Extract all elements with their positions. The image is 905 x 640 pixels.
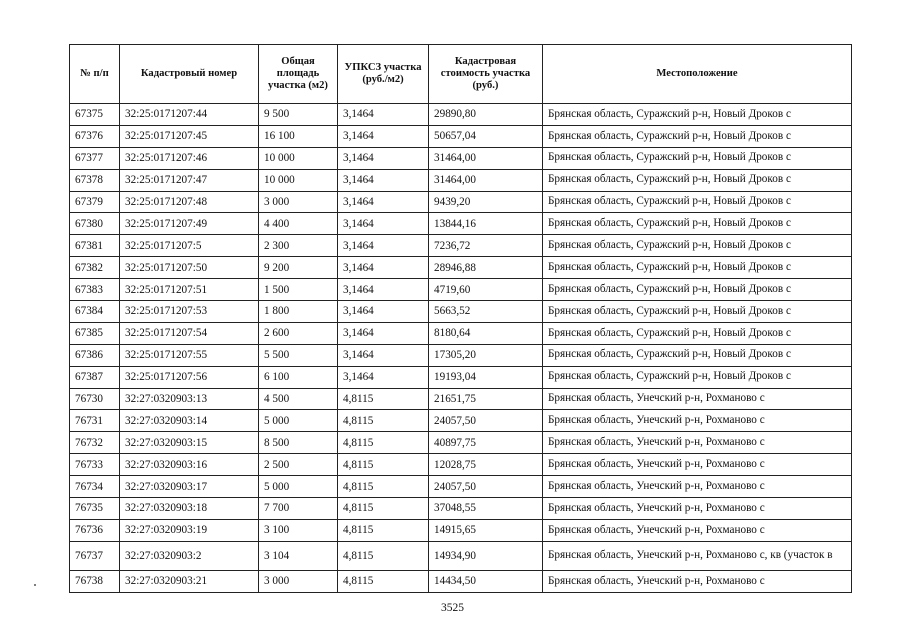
table-row: [70, 279, 852, 301]
table-row: [70, 476, 852, 498]
cell-cadastral-number: 32:25:0171207:51: [120, 279, 259, 301]
cell-area: 5 500: [259, 344, 338, 366]
cell-cadastral-value: 8180,64: [429, 322, 543, 344]
cell-cadastral-value: 14434,50: [429, 570, 543, 592]
cell-index: 67379: [70, 191, 120, 213]
cell-index: 67382: [70, 257, 120, 279]
cell-cadastral-value: 14915,65: [429, 519, 543, 541]
cell-cadastral-number: 32:27:0320903:2: [120, 541, 259, 570]
cell-upksz: 3,1464: [338, 147, 429, 169]
cell-index: 76731: [70, 410, 120, 432]
cell-location: Брянская область, Суражский р-н, Новый Дроков с: [543, 322, 852, 344]
header-upksz: УПКСЗ участка (руб./м2): [338, 45, 429, 104]
table-row: [70, 104, 852, 126]
cell-index: 67381: [70, 235, 120, 257]
cell-index: 67384: [70, 301, 120, 323]
cell-location: Брянская область, Унечский р-н, Рохманово с: [543, 498, 852, 520]
cell-upksz: 3,1464: [338, 169, 429, 191]
cell-index: 76735: [70, 498, 120, 520]
cell-location: Брянская область, Суражский р-н, Новый Дроков с: [543, 125, 852, 147]
cell-area: 3 000: [259, 191, 338, 213]
cell-cadastral-value: 7236,72: [429, 235, 543, 257]
table-row: [70, 454, 852, 476]
cell-area: 10 000: [259, 147, 338, 169]
table-row: [70, 410, 852, 432]
table-row: [70, 519, 852, 541]
cell-index: 76738: [70, 570, 120, 592]
cell-cadastral-value: 28946,88: [429, 257, 543, 279]
cell-upksz: 3,1464: [338, 191, 429, 213]
cell-location: Брянская область, Суражский р-н, Новый Дроков с: [543, 344, 852, 366]
cell-cadastral-number: 32:25:0171207:53: [120, 301, 259, 323]
cell-cadastral-number: 32:25:0171207:45: [120, 125, 259, 147]
cell-location: Брянская область, Суражский р-н, Новый Дроков с: [543, 104, 852, 126]
cell-cadastral-value: 17305,20: [429, 344, 543, 366]
cell-cadastral-value: 12028,75: [429, 454, 543, 476]
cell-location: Брянская область, Унечский р-н, Рохманово с: [543, 519, 852, 541]
table-row: [70, 366, 852, 388]
cell-index: 67378: [70, 169, 120, 191]
scan-speck: [34, 584, 36, 586]
cell-index: 67386: [70, 344, 120, 366]
cell-cadastral-number: 32:27:0320903:16: [120, 454, 259, 476]
table-row: [70, 125, 852, 147]
cell-index: 67385: [70, 322, 120, 344]
cell-upksz: 4,8115: [338, 498, 429, 520]
page-number: 3525: [441, 602, 464, 614]
cell-index: 76733: [70, 454, 120, 476]
cell-area: 2 500: [259, 454, 338, 476]
header-cadastral-number: Кадастровый номер: [120, 45, 259, 104]
cell-area: 1 800: [259, 301, 338, 323]
cell-area: 3 104: [259, 541, 338, 570]
cell-index: 67375: [70, 104, 120, 126]
header-index: № п/п: [70, 45, 120, 104]
cell-cadastral-value: 31464,00: [429, 169, 543, 191]
cell-upksz: 3,1464: [338, 235, 429, 257]
cell-cadastral-number: 32:25:0171207:55: [120, 344, 259, 366]
cell-area: 3 100: [259, 519, 338, 541]
cell-location: Брянская область, Унечский р-н, Рохманово с: [543, 432, 852, 454]
cell-area: 2 300: [259, 235, 338, 257]
cell-location: Брянская область, Суражский р-н, Новый Дроков с: [543, 169, 852, 191]
cell-cadastral-value: 9439,20: [429, 191, 543, 213]
cell-cadastral-number: 32:27:0320903:13: [120, 388, 259, 410]
cell-location: Брянская область, Унечский р-н, Рохманово с: [543, 388, 852, 410]
cell-location: Брянская область, Унечский р-н, Рохманово с: [543, 454, 852, 476]
cell-location: Брянская область, Суражский р-н, Новый Дроков с: [543, 366, 852, 388]
cell-index: 76730: [70, 388, 120, 410]
cell-upksz: 4,8115: [338, 388, 429, 410]
cell-upksz: 3,1464: [338, 257, 429, 279]
table-header-row: [70, 45, 852, 104]
cell-cadastral-number: 32:25:0171207:56: [120, 366, 259, 388]
cell-upksz: 4,8115: [338, 519, 429, 541]
cell-area: 9 200: [259, 257, 338, 279]
cell-location: Брянская область, Унечский р-н, Рохманово с, кв (участок в: [543, 541, 852, 570]
table-row: [70, 213, 852, 235]
cell-cadastral-value: 4719,60: [429, 279, 543, 301]
cell-cadastral-number: 32:25:0171207:47: [120, 169, 259, 191]
cell-location: Брянская область, Суражский р-н, Новый Дроков с: [543, 257, 852, 279]
cell-location: Брянская область, Суражский р-н, Новый Дроков с: [543, 279, 852, 301]
cell-index: 67387: [70, 366, 120, 388]
header-cadastral-value: Кадастровая стоимость участка (руб.): [429, 45, 543, 104]
cell-upksz: 3,1464: [338, 366, 429, 388]
cell-location: Брянская область, Суражский р-н, Новый Дроков с: [543, 235, 852, 257]
cell-cadastral-number: 32:25:0171207:54: [120, 322, 259, 344]
table-row: [70, 432, 852, 454]
cell-upksz: 3,1464: [338, 279, 429, 301]
cell-upksz: 3,1464: [338, 125, 429, 147]
cell-upksz: 3,1464: [338, 301, 429, 323]
cell-cadastral-value: 21651,75: [429, 388, 543, 410]
cell-cadastral-number: 32:27:0320903:15: [120, 432, 259, 454]
cell-cadastral-value: 19193,04: [429, 366, 543, 388]
cell-area: 2 600: [259, 322, 338, 344]
cell-index: 67377: [70, 147, 120, 169]
cell-upksz: 4,8115: [338, 410, 429, 432]
cell-cadastral-number: 32:25:0171207:48: [120, 191, 259, 213]
cadastral-table: [69, 44, 852, 593]
cell-area: 7 700: [259, 498, 338, 520]
table-row: [70, 541, 852, 570]
cell-cadastral-number: 32:25:0171207:5: [120, 235, 259, 257]
cell-location: Брянская область, Унечский р-н, Рохманово с: [543, 410, 852, 432]
cell-index: 67376: [70, 125, 120, 147]
cell-index: 76732: [70, 432, 120, 454]
cell-cadastral-number: 32:27:0320903:21: [120, 570, 259, 592]
cell-cadastral-value: 5663,52: [429, 301, 543, 323]
table-row: [70, 235, 852, 257]
table-row: [70, 388, 852, 410]
cell-upksz: 3,1464: [338, 322, 429, 344]
cell-cadastral-value: 37048,55: [429, 498, 543, 520]
cell-area: 4 400: [259, 213, 338, 235]
cell-cadastral-number: 32:27:0320903:17: [120, 476, 259, 498]
cell-location: Брянская область, Суражский р-н, Новый Дроков с: [543, 191, 852, 213]
cell-cadastral-value: 14934,90: [429, 541, 543, 570]
cell-area: 6 100: [259, 366, 338, 388]
cell-cadastral-value: 40897,75: [429, 432, 543, 454]
cell-location: Брянская область, Суражский р-н, Новый Дроков с: [543, 301, 852, 323]
cell-cadastral-number: 32:25:0171207:46: [120, 147, 259, 169]
cell-upksz: 4,8115: [338, 541, 429, 570]
cell-area: 5 000: [259, 410, 338, 432]
cell-upksz: 4,8115: [338, 432, 429, 454]
table-row: [70, 257, 852, 279]
cell-index: 76736: [70, 519, 120, 541]
cell-location: Брянская область, Унечский р-н, Рохманово с: [543, 570, 852, 592]
cell-area: 8 500: [259, 432, 338, 454]
cell-cadastral-number: 32:25:0171207:49: [120, 213, 259, 235]
cell-area: 9 500: [259, 104, 338, 126]
cell-cadastral-value: 50657,04: [429, 125, 543, 147]
cell-index: 67383: [70, 279, 120, 301]
cell-cadastral-number: 32:25:0171207:50: [120, 257, 259, 279]
cell-index: 76734: [70, 476, 120, 498]
cell-area: 5 000: [259, 476, 338, 498]
cell-cadastral-number: 32:27:0320903:19: [120, 519, 259, 541]
cell-location: Брянская область, Унечский р-н, Рохманово с: [543, 476, 852, 498]
cell-cadastral-value: 31464,00: [429, 147, 543, 169]
cell-area: 1 500: [259, 279, 338, 301]
table-row: [70, 169, 852, 191]
cell-cadastral-number: 32:25:0171207:44: [120, 104, 259, 126]
table-row: [70, 191, 852, 213]
cell-cadastral-value: 13844,16: [429, 213, 543, 235]
cell-area: 10 000: [259, 169, 338, 191]
cell-upksz: 3,1464: [338, 344, 429, 366]
header-location: Местоположение: [543, 45, 852, 104]
table-row: [70, 301, 852, 323]
cell-cadastral-number: 32:27:0320903:14: [120, 410, 259, 432]
cell-area: 4 500: [259, 388, 338, 410]
header-area: Общая площадь участка (м2): [259, 45, 338, 104]
cell-upksz: 3,1464: [338, 104, 429, 126]
table-body: [70, 104, 852, 593]
cell-cadastral-value: 24057,50: [429, 410, 543, 432]
cell-upksz: 4,8115: [338, 476, 429, 498]
cell-location: Брянская область, Суражский р-н, Новый Дроков с: [543, 213, 852, 235]
table-row: [70, 322, 852, 344]
table-row: [70, 344, 852, 366]
cell-cadastral-value: 24057,50: [429, 476, 543, 498]
cell-upksz: 4,8115: [338, 570, 429, 592]
cell-area: 3 000: [259, 570, 338, 592]
cell-location: Брянская область, Суражский р-н, Новый Дроков с: [543, 147, 852, 169]
cell-upksz: 4,8115: [338, 454, 429, 476]
cell-cadastral-number: 32:27:0320903:18: [120, 498, 259, 520]
cell-index: 67380: [70, 213, 120, 235]
table-row: [70, 498, 852, 520]
cell-index: 76737: [70, 541, 120, 570]
cell-upksz: 3,1464: [338, 213, 429, 235]
table-row: [70, 147, 852, 169]
cell-area: 16 100: [259, 125, 338, 147]
cell-cadastral-value: 29890,80: [429, 104, 543, 126]
table-row: [70, 570, 852, 592]
